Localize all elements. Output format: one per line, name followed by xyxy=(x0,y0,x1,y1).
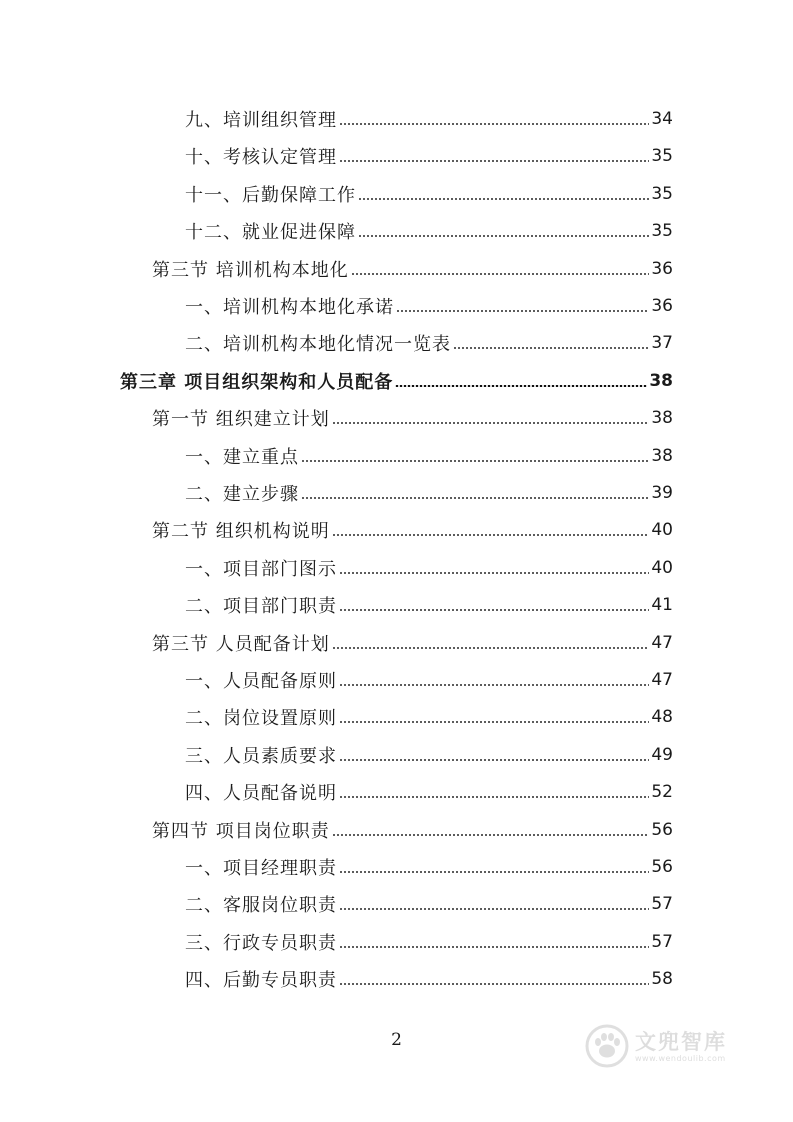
toc-entry[interactable] xyxy=(185,741,673,769)
toc-entry[interactable] xyxy=(185,853,673,881)
toc-entry-page: 40 xyxy=(651,520,673,541)
watermark xyxy=(585,1020,785,1072)
toc-dot-leader xyxy=(339,871,649,873)
toc-entry-title: 二、培训机构本地化情况一览表 xyxy=(185,334,451,356)
toc-entry-title: 二、客服岗位职责 xyxy=(185,895,337,917)
toc-entry-title: 十二、就业促进保障 xyxy=(185,222,356,244)
toc-entry-page: 38 xyxy=(649,370,673,391)
toc-dot-leader xyxy=(358,235,649,237)
toc-dot-leader xyxy=(339,123,649,125)
toc-entry[interactable] xyxy=(185,105,673,133)
toc-entry-title: 四、后勤专员职责 xyxy=(185,970,337,992)
toc-entry-page: 49 xyxy=(651,744,673,765)
watermark-url: www.wendoulib.com xyxy=(635,1053,726,1063)
toc-entry[interactable] xyxy=(185,142,673,170)
toc-entry-page: 48 xyxy=(651,707,673,728)
toc-entry[interactable] xyxy=(185,778,673,806)
toc-dot-leader xyxy=(339,983,649,985)
toc-entry-title: 三、行政专员职责 xyxy=(185,932,337,954)
toc-entry-title: 一、建立重点 xyxy=(185,446,299,468)
toc-entry[interactable] xyxy=(185,180,673,208)
toc-dot-leader xyxy=(358,198,649,200)
toc-dot-leader xyxy=(395,385,647,387)
toc-entry-title: 二、岗位设置原则 xyxy=(185,708,337,730)
toc-dot-leader xyxy=(453,347,649,349)
toc-entry-title: 一、项目经理职责 xyxy=(185,858,337,879)
toc-entry[interactable] xyxy=(185,666,673,694)
toc-dot-leader xyxy=(339,609,649,611)
toc-entry-page: 40 xyxy=(651,557,673,578)
toc-entry-title: 第四节 项目岗位职责 xyxy=(152,820,330,842)
toc-entry-page: 35 xyxy=(651,146,673,167)
toc-entry[interactable] xyxy=(152,516,673,544)
toc-entry[interactable] xyxy=(185,292,673,320)
toc-entry-title: 一、人员配备原则 xyxy=(185,671,337,692)
toc-entry-title: 九、培训组织管理 xyxy=(185,110,337,131)
toc-dot-leader xyxy=(301,497,649,499)
toc-entry[interactable] xyxy=(120,367,673,395)
toc-entry-title: 十、考核认定管理 xyxy=(185,147,337,169)
watermark-title: 文兜智库 xyxy=(635,1029,727,1054)
toc-dot-leader xyxy=(396,310,649,312)
toc-entry-page: 37 xyxy=(651,333,673,354)
toc-entry[interactable] xyxy=(185,890,673,918)
toc-entry-title: 第三节 培训机构本地化 xyxy=(152,259,349,281)
toc-entry-title: 十一、后勤保障工作 xyxy=(185,184,356,206)
toc-entry-title: 一、项目部门图示 xyxy=(185,558,337,580)
toc-entry[interactable] xyxy=(185,591,673,619)
toc-dot-leader xyxy=(351,273,650,275)
toc-entry-title: 一、培训机构本地化承诺 xyxy=(185,297,394,318)
toc-entry-title: 二、建立步骤 xyxy=(185,484,299,505)
toc-entry-page: 41 xyxy=(651,595,673,616)
toc-dot-leader xyxy=(339,721,649,723)
toc-entry[interactable] xyxy=(185,442,673,470)
toc-entry[interactable] xyxy=(185,329,673,357)
toc-dot-leader xyxy=(332,422,650,424)
toc-entry[interactable] xyxy=(185,928,673,956)
toc-dot-leader xyxy=(339,160,649,162)
toc-entry-page: 38 xyxy=(651,445,673,466)
toc-entry[interactable] xyxy=(152,404,673,432)
toc-entry-page: 35 xyxy=(651,183,673,204)
toc-entry-page: 47 xyxy=(651,632,673,653)
toc-entry-title: 二、项目部门职责 xyxy=(185,596,337,618)
toc-entry[interactable] xyxy=(185,479,673,507)
toc-entry-page: 34 xyxy=(651,109,673,129)
toc-entry-page: 47 xyxy=(651,670,673,690)
toc-dot-leader xyxy=(339,908,649,910)
toc-entry-page: 52 xyxy=(651,782,673,803)
paw-logo-icon xyxy=(585,1024,629,1068)
toc-entry-title: 第三章 项目组织架构和人员配备 xyxy=(120,371,394,393)
toc-entry[interactable] xyxy=(152,255,673,283)
toc-dot-leader xyxy=(301,460,649,462)
toc-entry-page: 36 xyxy=(651,258,673,279)
toc-entry[interactable] xyxy=(152,816,673,844)
toc-entry-page: 57 xyxy=(651,931,673,952)
toc-entry-title: 第一节 组织建立计划 xyxy=(152,409,330,431)
toc-dot-leader xyxy=(339,572,649,574)
toc-entry-title: 四、人员配备说明 xyxy=(185,783,337,805)
toc-entry-page: 36 xyxy=(651,296,673,316)
toc-entry[interactable] xyxy=(185,703,673,731)
toc-entry-page: 56 xyxy=(651,857,673,877)
toc-entry-title: 第三节 人员配备计划 xyxy=(152,633,330,655)
toc-entry-title: 三、人员素质要求 xyxy=(185,745,337,767)
toc-dot-leader xyxy=(332,834,650,836)
toc-entry-page: 57 xyxy=(651,894,673,915)
toc-entry-page: 35 xyxy=(651,221,673,242)
toc-entry[interactable] xyxy=(185,554,673,582)
toc-dot-leader xyxy=(332,534,650,536)
toc-entry-page: 39 xyxy=(651,483,673,503)
toc-entry[interactable] xyxy=(185,965,673,993)
toc-entry-page: 58 xyxy=(651,969,673,990)
toc-dot-leader xyxy=(339,684,649,686)
toc-dot-leader xyxy=(339,946,649,948)
toc-dot-leader xyxy=(339,796,649,798)
toc-entry[interactable] xyxy=(185,217,673,245)
toc-entry-title: 第二节 组织机构说明 xyxy=(152,521,330,543)
page-number: 2 xyxy=(391,1030,402,1050)
toc-entry-page: 38 xyxy=(651,408,673,429)
toc-entry-page: 56 xyxy=(651,819,673,840)
toc-dot-leader xyxy=(332,647,650,649)
toc-entry[interactable] xyxy=(152,629,673,657)
toc-dot-leader xyxy=(339,759,649,761)
